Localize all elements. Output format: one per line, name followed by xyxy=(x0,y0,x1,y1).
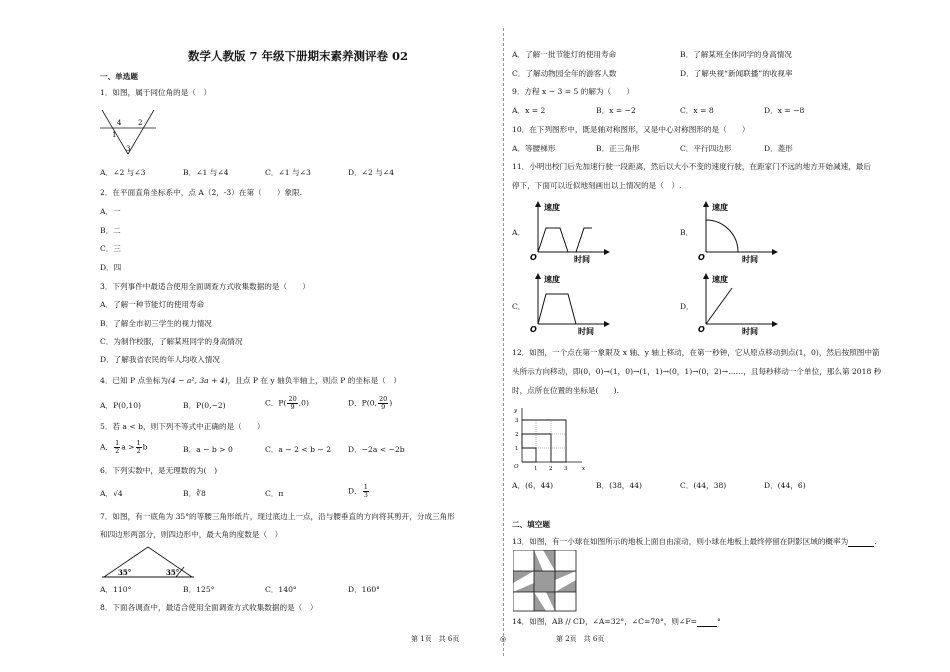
q11-graph-b xyxy=(698,200,780,264)
q11b-axis-x: 时间 xyxy=(742,255,758,264)
q1-option-d[interactable]: D．∠2 与∠4 xyxy=(348,168,395,177)
q8-option-d[interactable]: D．了解央视“新闻联播”的收视率 xyxy=(680,69,793,78)
q11-option-d[interactable]: D． xyxy=(680,302,694,311)
q12-option-b[interactable]: B．(38，44) xyxy=(596,481,643,490)
footer-page-left: 第 1页 共 6页 xyxy=(411,635,460,643)
q13-answer-blank[interactable] xyxy=(848,538,874,547)
footer-page-right: 第 2页 共 6页 xyxy=(556,635,605,643)
q11-option-c[interactable]: C． xyxy=(512,302,526,311)
q2-option-a[interactable]: A．一 xyxy=(100,207,121,216)
q10-option-d[interactable]: D．菱形 xyxy=(764,144,793,153)
q11b-axis-y: 速度 xyxy=(712,203,728,212)
q11d-axis-x: 时间 xyxy=(742,327,758,336)
q11a-axis-y: 速度 xyxy=(544,203,560,212)
fig7-label-left-angle: 35° xyxy=(118,568,132,577)
q12-option-a[interactable]: A．(6，44) xyxy=(512,481,554,490)
q3-option-c[interactable]: C．为制作校服，了解某班同学的身高情况 xyxy=(100,337,243,346)
q1-option-b[interactable]: B．∠1 与∠4 xyxy=(183,168,229,177)
q9-option-d[interactable]: D．x = −8 xyxy=(764,106,805,115)
q5-option-a[interactable]: A． $\frac{1}{2}$ a > $\frac{1}{2}$ b xyxy=(100,439,148,455)
q12-axis-x-label: x xyxy=(582,466,586,472)
question-10-stem: 10．在下列图形中，既是轴对称图形，又是中心对称图形的是（ ） xyxy=(512,125,750,134)
q8-option-a[interactable]: A．了解一批节能灯的使用寿命 xyxy=(512,50,617,59)
q1-option-c[interactable]: C．∠1 与∠3 xyxy=(265,168,311,177)
q12-option-d[interactable]: D．(44，6) xyxy=(764,481,806,490)
q11-graph-d xyxy=(698,272,780,336)
question-11-stem-line2: 停下，下面可以近似地刻画出以上情况的是（ ）. xyxy=(512,181,682,190)
q11c-origin: O xyxy=(530,325,537,334)
fig1-label-4: 4 xyxy=(117,119,122,127)
q4-option-a[interactable]: A．P(0,10) xyxy=(100,401,142,410)
q10-option-a[interactable]: A．等腰梯形 xyxy=(512,144,556,153)
question-11-stem-line1: 11．小明出校门后先加速行驶一段距离，然后以大小不变的速度行驶，在距家门不远的地方开始减速，最后 xyxy=(512,162,871,171)
question-13-stem: 13．如图，有一小球在如图所示的地板上面自由滚动，则小球在地板上最终停留在阴影区域的概率为 . xyxy=(512,537,877,546)
q5-option-c[interactable]: C．a − 2 < b − 2 xyxy=(265,445,332,454)
page-title: 数学人教版 7 年级下册期末素养测评卷 02 xyxy=(188,49,409,63)
q7-option-b[interactable]: B．125° xyxy=(183,585,215,594)
q6-option-a[interactable]: A．√4 xyxy=(100,489,123,498)
q12-xtick-3: 3 xyxy=(564,466,568,472)
q4-option-d[interactable]: D．P(0, $\frac{20}{9}$ ) xyxy=(348,395,393,411)
q11c-axis-x: 时间 xyxy=(578,327,594,336)
q2-option-b[interactable]: B．二 xyxy=(100,226,121,235)
q6-option-d[interactable]: D． $\frac{1}{3}$ xyxy=(348,483,368,499)
question-12-stem-line3: 时，点所在位置的坐标是( ). xyxy=(512,386,620,395)
question-9-stem: 9．方程 x − 3 = 5 的解为（ ） xyxy=(512,87,634,96)
q12-xtick-2: 2 xyxy=(549,466,553,472)
fig1-label-2: 2 xyxy=(138,119,143,127)
q12-xtick-1: 1 xyxy=(534,466,538,472)
q11a-axis-x: 时间 xyxy=(574,255,590,264)
q14-answer-blank[interactable] xyxy=(697,618,717,627)
q12-origin: O xyxy=(514,464,519,470)
q3-option-b[interactable]: B．了解全市初三学生的视力情况 xyxy=(100,319,212,328)
fig7-label-right-angle: 35° xyxy=(166,568,180,577)
question-4-stem: 4．已知 P 点坐标为(4 − a², 3a + 4)，且点 P 在 y 轴负半轴上，则点 P 的坐标是（ ） xyxy=(100,376,401,385)
q9-option-a[interactable]: A．x = 2 xyxy=(512,106,546,115)
question-7-figure xyxy=(100,543,196,581)
q11-graph-c xyxy=(530,272,612,336)
q12-axis-y-label: y xyxy=(514,408,518,414)
q12-ytick-2: 2 xyxy=(515,432,519,438)
fig1-label-3: 3 xyxy=(126,145,131,153)
question-12-stem-line1: 12．如图，一个点在第一象限及 x 轴、y 轴上移动，在第一秒钟，它从原点移动到点(1，0)，然后按照图中箭 xyxy=(512,348,880,357)
question-3-stem: 3．下列事件中最适合使用全面调查方式收集数据的是（ ） xyxy=(100,282,310,291)
q11d-origin: O xyxy=(698,325,705,334)
question-12-figure xyxy=(510,404,590,472)
q4-option-c[interactable]: C．P( $\frac{20}{9}$ ,0) xyxy=(265,395,309,411)
question-7-stem-line1: 7．如图，有一底角为 35°的等腰三角形纸片，现过底边上一点，沿与腰垂直的方向将其剪开，分成三角形 xyxy=(100,512,455,521)
q12-ytick-1: 1 xyxy=(515,446,519,452)
q7-option-a[interactable]: A．110° xyxy=(100,585,132,594)
q8-option-c[interactable]: C．了解动物园全年的游客人数 xyxy=(512,69,617,78)
fig1-label-1: 1 xyxy=(112,131,117,139)
q11-option-a[interactable]: A． xyxy=(512,228,526,237)
q11-graph-a xyxy=(530,200,612,264)
q5-option-d[interactable]: D．−2a < −2b xyxy=(348,445,405,454)
section-single-choice: 一、单选题 xyxy=(100,72,138,81)
question-1-stem: 1．如图，属于同位角的是（ ） xyxy=(100,88,212,97)
q12-option-c[interactable]: C．(44，38) xyxy=(680,481,727,490)
q10-option-c[interactable]: C．平行四边形 xyxy=(680,144,732,153)
q7-option-c[interactable]: C．140° xyxy=(265,585,297,594)
question-13-figure xyxy=(513,550,577,612)
question-14-stem: 14．如图，AB // CD，∠A=32°，∠C=70°，则∠F= ° xyxy=(512,617,721,626)
q10-option-b[interactable]: B．正三角形 xyxy=(596,144,640,153)
q2-option-d[interactable]: D．四 xyxy=(100,263,122,272)
question-7-stem-line2: 和四边形两部分，则四边形中，最大角的度数是（ ） xyxy=(100,530,283,539)
q11a-origin: O xyxy=(530,253,537,262)
q9-option-c[interactable]: C．x = 8 xyxy=(680,106,714,115)
question-12-stem-line2: 头所示方向移动，即(0，0)→(1，0)→(1，1)→(0，1)→(0，2)→……，且每秒移动一个单位，那么第 2018 秒 xyxy=(512,367,882,376)
question-1-figure xyxy=(98,108,168,158)
q1-option-a[interactable]: A．∠2 与∠3 xyxy=(100,168,146,177)
q6-option-b[interactable]: B．∛8 xyxy=(183,489,206,498)
question-5-stem: 5．若 a < b，则下列不等式中正确的是（ ） xyxy=(100,422,265,431)
question-8-stem: 8．下面各调查中，最适合使用全面调查方式收集数据的是（ ） xyxy=(100,603,318,612)
q11b-origin: O xyxy=(698,253,705,262)
q6-option-c[interactable]: C．π xyxy=(265,489,284,498)
q8-option-b[interactable]: B．了解某班全体同学的身高情况 xyxy=(680,50,792,59)
q5-option-b[interactable]: B．a − b > 0 xyxy=(183,445,233,454)
q11-option-b[interactable]: B． xyxy=(680,228,694,237)
question-6-stem: 6．下列实数中，是无理数的为( ) xyxy=(100,466,218,475)
q3-option-a[interactable]: A．了解一种节能灯的使用寿命 xyxy=(100,300,205,309)
q12-ytick-3: 3 xyxy=(515,418,519,424)
q11d-axis-y: 速度 xyxy=(712,275,728,284)
q9-option-b[interactable]: B．x = −2 xyxy=(596,106,636,115)
question-2-stem: 2．在平面直角坐标系中，点 A（2，-3）在第（ ）象限. xyxy=(100,188,303,197)
q7-option-d[interactable]: D．160° xyxy=(348,585,380,594)
q3-option-d[interactable]: D．了解我省农民的年人均收入情况 xyxy=(100,355,220,364)
q11c-axis-y: 速度 xyxy=(544,275,560,284)
q4-option-b[interactable]: B．P(0,−2) xyxy=(183,401,226,410)
section-fill-in: 二、填空题 xyxy=(512,520,550,529)
q2-option-c[interactable]: C．三 xyxy=(100,244,121,253)
footer-binding-mark: ◎ xyxy=(500,635,507,643)
page-divider xyxy=(503,28,504,656)
